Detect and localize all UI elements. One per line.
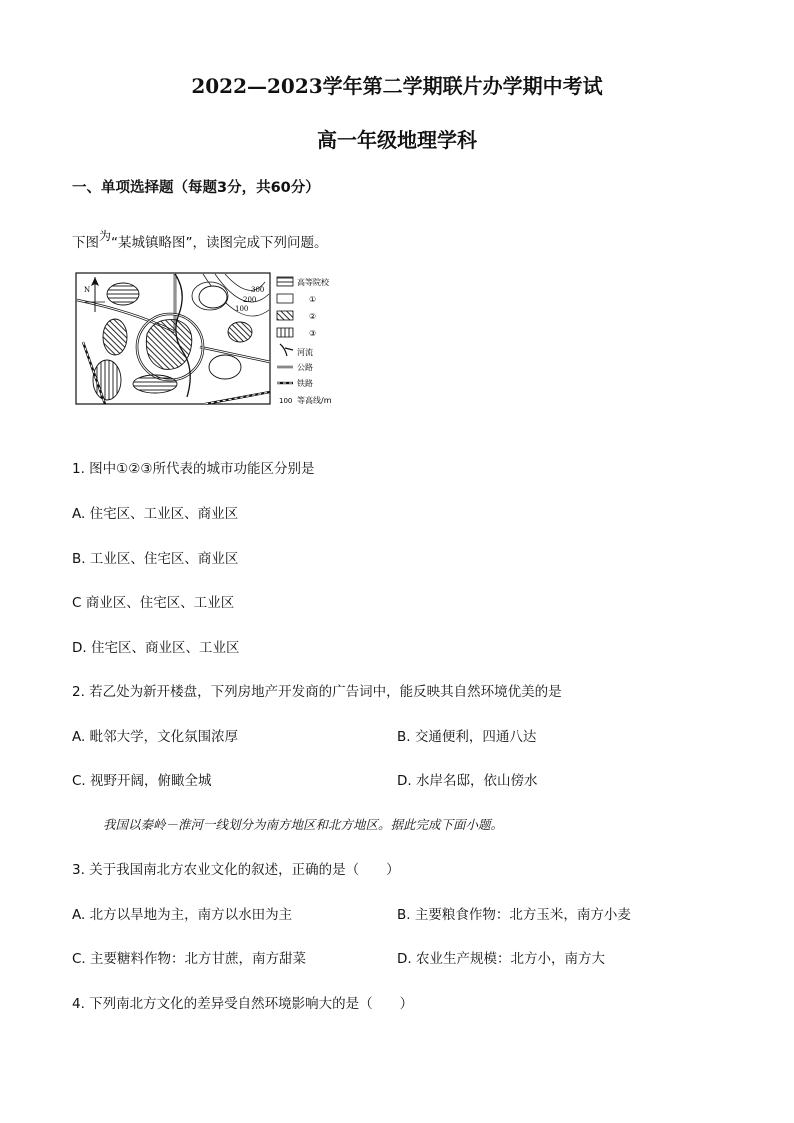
university-area	[133, 375, 177, 393]
legend-zone-2-label: ②	[309, 312, 317, 321]
map-legend	[277, 277, 332, 405]
zone-2-area	[228, 322, 252, 342]
zone-1-area	[199, 286, 227, 308]
contour-label: 200	[243, 296, 257, 304]
intro-suffix: “某城镇略图”，读图完成下列问题。	[111, 235, 328, 251]
question-2-option-a[interactable]: A. 毗邻大学，文化氛围浓厚	[72, 729, 239, 745]
legend-contour-label: 等高线/m	[297, 396, 332, 405]
north-label: N	[84, 286, 91, 294]
question-2-stem: 2. 若乙处为新开楼盘，下列房地产开发商的广告词中，能反映其自然环境优美的是	[72, 684, 562, 700]
question-1-option-b[interactable]: B. 工业区、住宅区、商业区	[72, 551, 239, 567]
question-3-option-c[interactable]: C. 主要糖料作物：北方甘蔗，南方甜菜	[72, 951, 307, 967]
zone-2-area	[103, 319, 127, 355]
question-1-option-c[interactable]: C 商业区、住宅区、工业区	[72, 595, 235, 611]
university-area	[107, 283, 139, 305]
question-2-option-b[interactable]: B. 交通便利，四通八达	[397, 729, 537, 745]
exam-title: 2022—2023学年第二学期联片办学期中考试	[191, 74, 603, 98]
question-3-option-d[interactable]: D. 农业生产规模：北方小，南方大	[397, 951, 605, 967]
legend-zone-1-label: ①	[309, 295, 317, 304]
question-1-stem: 1. 图中①②③所代表的城市功能区分别是	[72, 461, 315, 477]
question-2-option-d[interactable]: D. 水岸名邸，依山傍水	[397, 773, 538, 789]
legend-zone-3-label: ③	[309, 329, 317, 338]
legend-contour-value: 100	[279, 397, 293, 405]
question-1-option-a[interactable]: A. 住宅区、工业区、商业区	[72, 506, 239, 522]
legend-railway-label: 铁路	[297, 379, 313, 388]
question-3-stem: 3. 关于我国南北方农业文化的叙述，正确的是（ ）	[72, 862, 400, 878]
contour-label: 300	[251, 286, 265, 294]
legend-university-label: 高等院校	[297, 278, 329, 287]
question-3-option-b[interactable]: B. 主要粮食作物：北方玉米，南方小麦	[397, 907, 631, 923]
town-map-figure	[75, 272, 355, 412]
contour-label: 100	[235, 305, 249, 313]
zone-1-area	[209, 355, 241, 379]
question-3-option-a[interactable]: A. 北方以旱地为主，南方以水田为主	[72, 907, 293, 923]
intro-text	[72, 231, 328, 251]
zone-2-center	[146, 320, 191, 370]
legend-river-label: 河流	[297, 348, 313, 357]
question-4-stem: 4. 下列南北方文化的差异受自然环境影响大的是（ ）	[72, 996, 414, 1012]
question-1-option-d[interactable]: D. 住宅区、商业区、工业区	[72, 640, 240, 656]
intro-prefix: 下图	[72, 235, 99, 251]
intro-sup: 为	[99, 229, 112, 243]
material-text: 我国以秦岭－淮河一线划分为南方地区和北方地区。据此完成下面小题。	[103, 817, 504, 832]
section-heading: 一、单项选择题（每题3分，共60分）	[72, 180, 320, 196]
exam-subtitle: 高一年级地理学科	[317, 128, 477, 152]
question-2-option-c[interactable]: C. 视野开阔，俯瞰全城	[72, 773, 212, 789]
legend-road-label: 公路	[297, 363, 313, 372]
